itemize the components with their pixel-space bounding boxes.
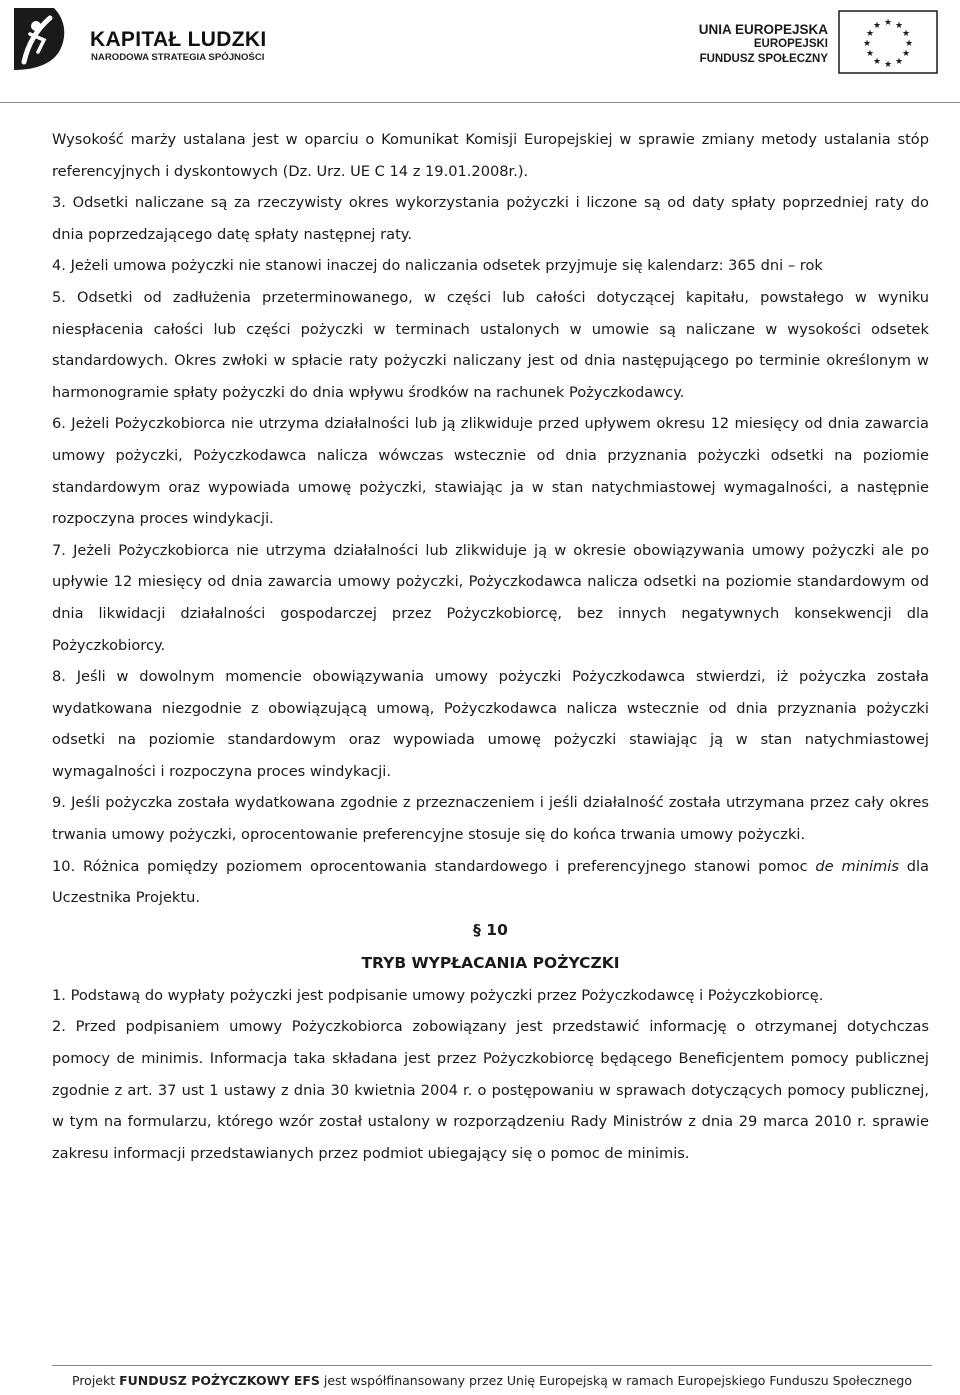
list-item: 1. Podstawą do wypłaty pożyczki jest podpisanie umowy pożyczki przez Pożyczkodawcę i Pożyczkobiorcę. xyxy=(52,986,824,1004)
list-item: 9. Jeśli pożyczka została wydatkowana zgodnie z przeznaczeniem i jeśli działalność została utrzymana przez cały okres trwania umowy pożyczki, oprocentowanie preferencyjne stosuje się do końca trwania umowy pożyczki. xyxy=(52,794,929,844)
footer-prefix: Projekt xyxy=(72,1373,120,1388)
eu-logo-line-2: EUROPEJSKI xyxy=(753,38,828,50)
svg-text:★: ★ xyxy=(872,21,882,31)
svg-text:★: ★ xyxy=(894,57,904,67)
svg-text:★: ★ xyxy=(865,29,875,39)
section-number: § 10 xyxy=(473,920,508,939)
svg-text:★: ★ xyxy=(872,57,882,67)
svg-text:★: ★ xyxy=(862,39,872,49)
footer-project-name: FUNDUSZ POŻYCZKOWY EFS xyxy=(119,1373,320,1388)
svg-text:★: ★ xyxy=(883,18,893,28)
svg-text:★: ★ xyxy=(883,60,893,70)
eu-flag-icon xyxy=(838,10,938,74)
page-header xyxy=(0,0,960,110)
item10-text: 10. Różnica pomiędzy poziomem oprocentowania standardowego i preferencyjnego stanowi pomoc xyxy=(52,857,816,875)
list-item: 2. Przed podpisaniem umowy Pożyczkobiorca zobowiązany jest przedstawić informację o otrzymanej dotychczas pomocy de minimis. Informacja taka składana jest przez Pożyczkobiorcę będącego Beneficjentem pomocy publicznej zgodnie z art. 37 ust 1 ustawy z dnia 30 kwietnia 2004 r. o postępowaniu w sprawach dotyczących pomocy publicznej, w tym na formularzu, którego wzór został ustalony w rozporządzeniu Rady Ministrów z dnia 29 marca 2010 r. sprawie zakresu informacji przedstawianych przez podmiot ubiegający się o pomoc de minimis. xyxy=(52,1018,929,1162)
list-item: 4. Jeżeli umowa pożyczki nie stanowi inaczej do naliczania odsetek przyjmuje się kalendarz: 365 dni – rok xyxy=(52,257,823,275)
footer-suffix: jest współfinansowany przez Unię Europejską w ramach Europejskiego Funduszu Społecznego xyxy=(319,1373,912,1388)
svg-text:★: ★ xyxy=(904,39,914,49)
list-item: 7. Jeżeli Pożyczkobiorca nie utrzyma działalności lub zlikwiduje ją w okresie obowiązywania umowy pożyczki ale po upływie 12 miesięcy od dnia zawarcia umowy pożyczki, Pożyczkodawca nalicza odsetki na poziomie standardowym od dnia likwidacji działalności gospodarczej przez Pożyczkobiorcę, bez innych negatywnych konsekwencji dla Pożyczkobiorcy. xyxy=(52,541,929,654)
footer-divider xyxy=(52,1365,932,1366)
eu-logo-line-3: FUNDUSZ SPOŁECZNY xyxy=(699,53,828,65)
header-divider xyxy=(0,102,960,103)
kapital-ludzki-logo-icon xyxy=(10,4,70,74)
list-item: 3. Odsetki naliczane są za rzeczywisty okres wykorzystania pożyczki i liczone są od daty spłaty poprzedniej raty do dnia poprzedzającego datę spłaty następnej raty. xyxy=(52,194,929,243)
list-item xyxy=(52,851,929,914)
paragraph: Wysokość marży ustalana jest w oparciu o Komunikat Komisji Europejskiej w sprawie zmiany metody ustalania stóp referencyjnych i dyskontowych (Dz. Urz. UE C 14 z 19.01.2008r.). xyxy=(52,131,929,180)
svg-text:★: ★ xyxy=(865,49,875,59)
document-body xyxy=(52,124,929,1169)
list-item: 6. Jeżeli Pożyczkobiorca nie utrzyma działalności lub ją zlikwiduje przed upływem okresu 12 miesięcy od dnia zawarcia umowy pożyczki, Pożyczkodawca nalicza wówczas wstecznie od dnia przyznania pożyczki odsetki na poziomie standardowym oraz wypowiada umowę pożyczki, stawiając ja w stan natychmiastowej wymagalności, a następnie rozpoczyna proces windykacji. xyxy=(52,415,929,528)
list-item: 5. Odsetki od zadłużenia przeterminowanego, w części lub całości dotyczącej kapitału, powstałego w wyniku niespłacenia całości lub części pożyczki w terminach ustalonych w umowie są naliczane w wysokości odsetek standardowych. Okres zwłoki w spłacie raty pożyczki naliczany jest od dnia następującego po terminie określonym w harmonogramie spłaty pożyczki do dnia wpływu środków na rachunek Pożyczkodawcy. xyxy=(52,288,929,401)
list-item: 8. Jeśli w dowolnym momencie obowiązywania umowy pożyczki Pożyczkodawca stwierdzi, iż pożyczka została wydatkowana niezgodnie z obowiązującą umową, Pożyczkodawca nalicza wstecznie od dnia przyznania pożyczki odsetki na poziomie standardowym oraz wypowiada umowę pożyczki stawiając ją w stan natychmiastowej wymagalności i rozpoczyna proces windykacji. xyxy=(52,668,929,780)
svg-text:★: ★ xyxy=(894,21,904,31)
svg-text:★: ★ xyxy=(901,49,911,59)
item10-italic: de minimis xyxy=(815,857,899,875)
eu-logo-text xyxy=(699,22,828,67)
eu-logo-line-1: UNIA EUROPEJSKA xyxy=(698,22,828,37)
item10-suffix: dla Uczestnika Projektu. xyxy=(52,857,929,907)
left-logo-subtitle: NARODOWA STRATEGIA SPÓJNOŚCI xyxy=(91,52,265,63)
page-footer xyxy=(52,1373,932,1388)
left-logo-title: KAPITAŁ LUDZKI xyxy=(90,28,267,51)
section-title: TRYB WYPŁACANIA POŻYCZKI xyxy=(361,953,620,972)
svg-text:★: ★ xyxy=(901,29,911,39)
